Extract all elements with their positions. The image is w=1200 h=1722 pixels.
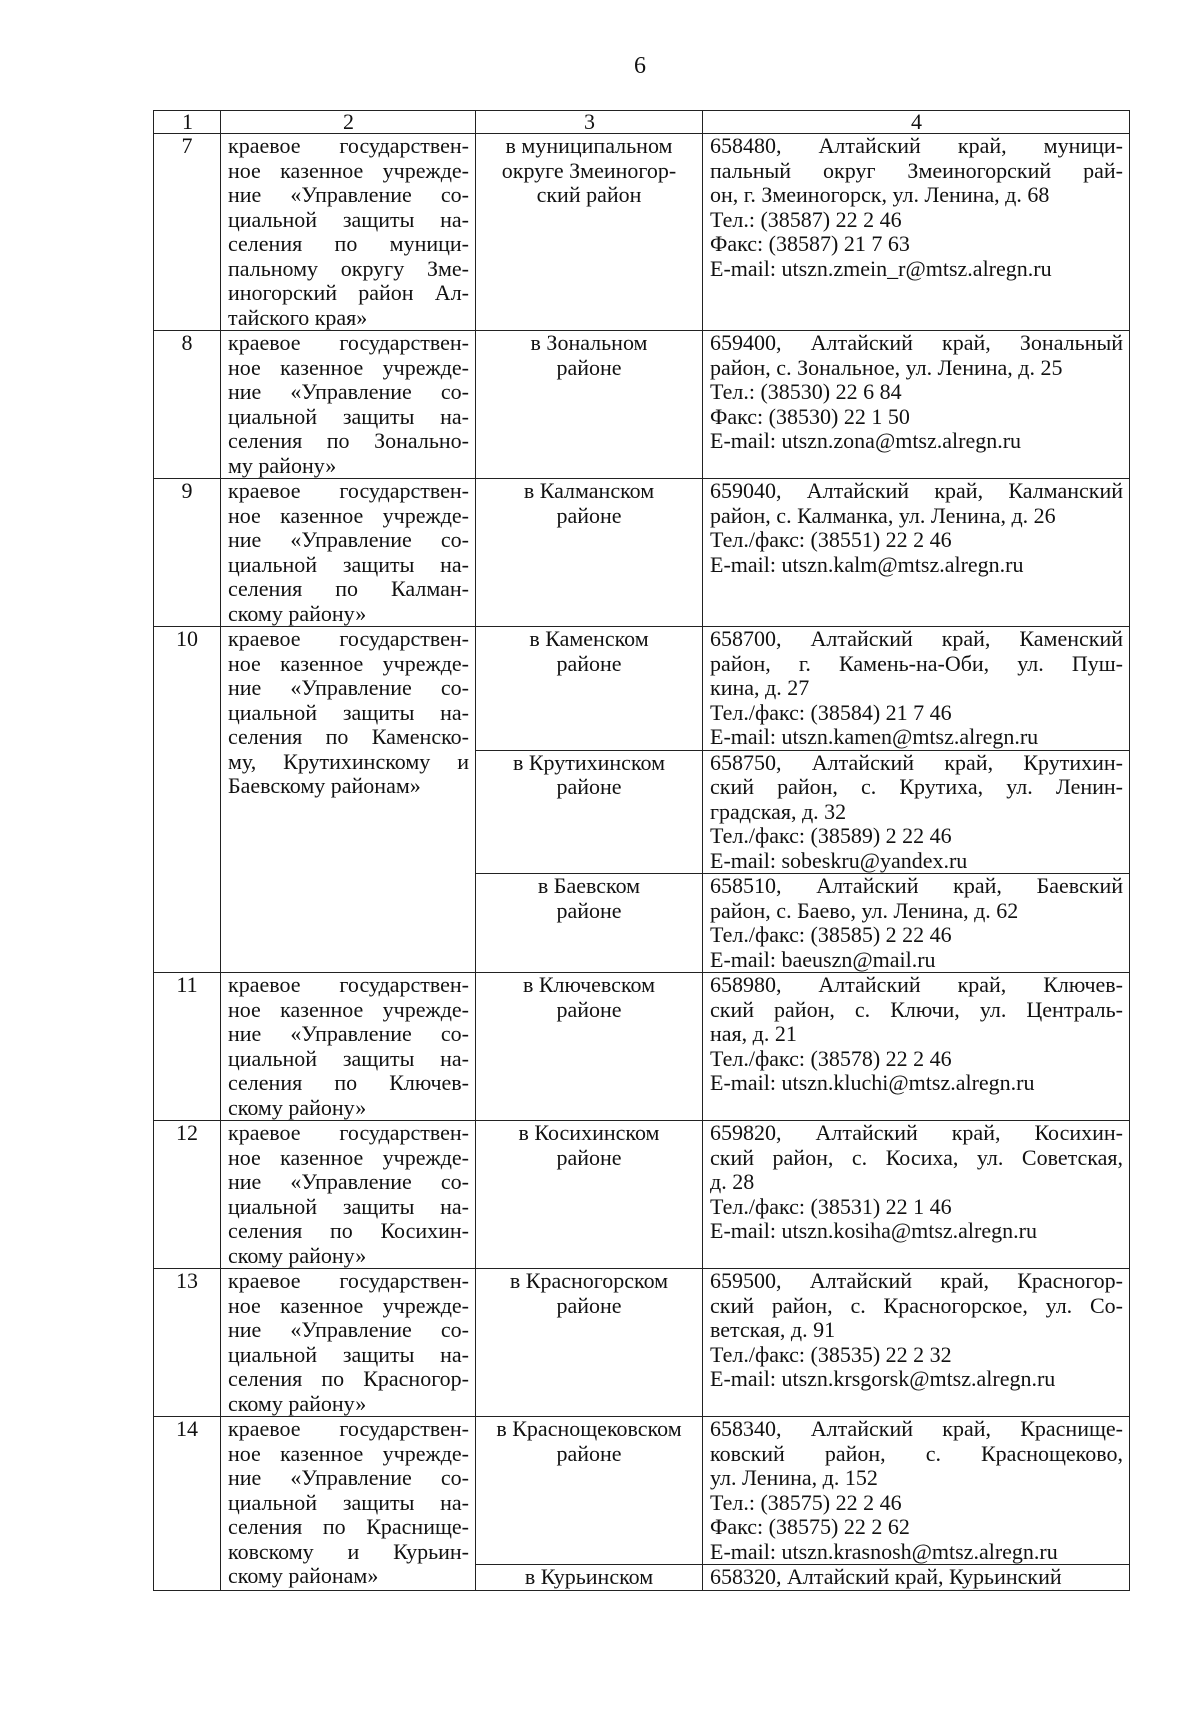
cell-text-line: ский район, с. Косиха, ул. Советская, <box>710 1144 1123 1170</box>
cell-text-line: 658510, Алтайский край, Баевский <box>710 873 1123 898</box>
district-name <box>476 750 703 874</box>
address-contacts <box>703 1565 1130 1591</box>
district-name <box>476 1121 703 1269</box>
cell-text-line: ние «Управление со- <box>228 527 469 552</box>
cell-text-line: район, г. Камень-на-Оби, ул. Пуш- <box>710 650 1123 676</box>
table-row <box>154 479 1130 627</box>
cell-text-line: краевое государствен- <box>228 1416 469 1441</box>
cell-text-line: ние «Управление со- <box>228 1465 469 1490</box>
cell-text-line: циальной защиты на- <box>228 1341 469 1367</box>
cell-text-line: E-mail: sobeskru@yandex.ru <box>710 847 968 873</box>
row-number: 13 <box>154 1269 221 1417</box>
cell-text-line: Тел./факс: (38585) 2 22 46 <box>710 922 952 947</box>
cell-text-line: он, г. Змеиногорск, ул. Ленина, д. 68 <box>710 182 1050 207</box>
page-number: 6 <box>634 53 646 79</box>
cell-text-line: селения по муници- <box>228 231 469 256</box>
district-name <box>476 874 703 973</box>
cell-text-line: 659400, Алтайский край, Зональный <box>710 330 1123 355</box>
cell-text-line: Тел./факс: (38584) 21 7 46 <box>710 699 952 725</box>
cell-text-line: районе <box>556 502 622 528</box>
cell-text-line: селения по Калман- <box>228 576 469 601</box>
address-contacts <box>703 1417 1130 1565</box>
address-contacts <box>703 627 1130 751</box>
organization-name <box>221 1269 476 1417</box>
cell-text-line: районе <box>556 774 622 799</box>
organization-name <box>221 134 476 331</box>
cell-text-line: Тел./факс: (38578) 22 2 46 <box>710 1045 952 1071</box>
cell-text-line: район, с. Баево, ул. Ленина, д. 62 <box>710 897 1019 923</box>
cell-text-line: ние «Управление со- <box>228 182 469 207</box>
cell-text-line: в Каменском <box>529 626 649 651</box>
organization-name <box>221 1417 476 1591</box>
cell-text-line: Факс: (38530) 22 1 50 <box>710 403 910 429</box>
cell-text-line: E-mail: utszn.kluchi@mtsz.alregn.ru <box>710 1070 1035 1095</box>
cell-text-line: пальный округ Змеиногорский рай- <box>710 157 1123 183</box>
address-contacts <box>703 1269 1130 1417</box>
organization-name <box>221 331 476 479</box>
row-number: 7 <box>154 134 221 331</box>
row-number: 9 <box>154 479 221 627</box>
table-header-row <box>154 111 1130 134</box>
cell-text-line: 658480, Алтайский край, муници- <box>710 133 1123 158</box>
cell-text-line: скому районам» <box>228 1563 379 1588</box>
cell-text-line: циальной защиты на- <box>228 1489 469 1515</box>
cell-text-line: селения по Зонально- <box>228 428 469 453</box>
row-number: 10 <box>154 627 221 973</box>
cell-text-line: в Крутихинском <box>512 749 666 775</box>
row-number: 11 <box>154 973 221 1121</box>
cell-text-line: ский район, с. Красногорское, ул. Со- <box>710 1292 1123 1318</box>
cell-text-line: 658700, Алтайский край, Каменский <box>710 626 1123 651</box>
cell-text-line: градская, д. 32 <box>710 798 847 824</box>
cell-text-line: 658320, Алтайский край, Курьинский <box>710 1564 1062 1589</box>
organization-name <box>221 479 476 627</box>
cell-text-line: циальной защиты на- <box>228 1045 469 1071</box>
cell-text-line: ное казенное учрежде- <box>228 1440 469 1466</box>
cell-text-line: ветская, д. 91 <box>710 1317 836 1342</box>
cell-text-line: в муниципальном <box>505 133 673 158</box>
cell-text-line: Тел.: (38587) 22 2 46 <box>710 206 902 232</box>
cell-text-line: селения по Красногор- <box>228 1366 469 1391</box>
district-name <box>476 134 703 331</box>
cell-text-line: ковскому и Курьин- <box>228 1538 469 1564</box>
address-contacts <box>703 331 1130 479</box>
cell-text-line: Тел.: (38530) 22 6 84 <box>710 379 902 404</box>
cell-text-line: в Курьинском <box>524 1564 654 1589</box>
table-row <box>154 134 1130 331</box>
cell-text-line: скому району» <box>228 1094 367 1120</box>
cell-text-line: ние «Управление со- <box>228 675 469 700</box>
table-row <box>154 1121 1130 1269</box>
cell-text-line: циальной защиты на- <box>228 206 469 232</box>
row-number: 8 <box>154 331 221 479</box>
cell-text-line: Тел./факс: (38589) 2 22 46 <box>710 823 952 848</box>
cell-text-line: ский район <box>536 182 642 207</box>
cell-text-line: скому району» <box>228 1242 367 1268</box>
cell-text-line: кина, д. 27 <box>710 675 810 700</box>
column-header: 4 <box>703 111 1130 134</box>
cell-text-line: циальной защиты на- <box>228 551 469 577</box>
address-contacts <box>703 1121 1130 1269</box>
cell-text-line: ние «Управление со- <box>228 379 469 404</box>
cell-text-line: селения по Косихин- <box>228 1218 469 1243</box>
cell-text-line: район, с. Зональное, ул. Ленина, д. 25 <box>710 354 1063 380</box>
cell-text-line: E-mail: utszn.kamen@mtsz.alregn.ru <box>710 724 1039 749</box>
row-number: 12 <box>154 1121 221 1269</box>
cell-text-line: ное казенное учрежде- <box>228 354 469 380</box>
district-name <box>476 479 703 627</box>
cell-text-line: районе <box>556 1144 622 1170</box>
cell-text-line: E-mail: baeuszn@mail.ru <box>710 946 936 972</box>
cell-text-line: E-mail: utszn.krasnosh@mtsz.alregn.ru <box>710 1538 1058 1564</box>
cell-text-line: циальной защиты на- <box>228 403 469 429</box>
cell-text-line: краевое государствен- <box>228 478 469 503</box>
cell-text-line: краевое государствен- <box>228 972 469 997</box>
cell-text-line: ние «Управление со- <box>228 1317 469 1342</box>
cell-text-line: 658980, Алтайский край, Ключев- <box>710 972 1123 997</box>
cell-text-line: скому району» <box>228 1390 367 1416</box>
cell-text-line: краевое государствен- <box>228 133 469 158</box>
column-header: 1 <box>154 111 221 134</box>
cell-text-line: пальному округу Зме- <box>228 255 469 281</box>
organization-name <box>221 1121 476 1269</box>
cell-text-line: Факс: (38587) 21 7 63 <box>710 231 910 256</box>
cell-text-line: краевое государствен- <box>228 330 469 355</box>
cell-text-line: районе <box>556 1440 622 1466</box>
table-row <box>154 973 1130 1121</box>
cell-text-line: циальной защиты на- <box>228 1193 469 1219</box>
cell-text-line: му, Крутихинскому и <box>228 748 469 774</box>
cell-text-line: округе Змеиногор- <box>501 157 677 183</box>
organizations-table <box>153 110 1130 1591</box>
district-name <box>476 331 703 479</box>
cell-text-line: 659500, Алтайский край, Красногор- <box>710 1268 1123 1293</box>
cell-text-line: Тел./факс: (38531) 22 1 46 <box>710 1193 952 1219</box>
cell-text-line: Тел./факс: (38551) 22 2 46 <box>710 527 952 552</box>
cell-text-line: E-mail: utszn.zmein_r@mtsz.alregn.ru <box>710 255 1052 281</box>
address-contacts <box>703 134 1130 331</box>
cell-text-line: район, с. Калманка, ул. Ленина, д. 26 <box>710 502 1056 528</box>
cell-text-line: скому району» <box>228 600 367 626</box>
table-row <box>154 627 1130 751</box>
cell-text-line: му району» <box>228 452 337 478</box>
district-name <box>476 627 703 751</box>
cell-text-line: ский район, с. Ключи, ул. Централь- <box>710 996 1123 1022</box>
cell-text-line: ние «Управление со- <box>228 1169 469 1194</box>
cell-text-line: ное казенное учрежде- <box>228 502 469 528</box>
cell-text-line: районе <box>556 996 622 1022</box>
cell-text-line: в Калманском <box>523 478 655 503</box>
cell-text-line: 658340, Алтайский край, Краснище- <box>710 1416 1123 1441</box>
cell-text-line: в Красногорском <box>509 1268 669 1293</box>
cell-text-line: ский район, с. Крутиха, ул. Ленин- <box>710 774 1123 799</box>
cell-text-line: ное казенное учрежде- <box>228 996 469 1022</box>
cell-text-line: в Зональном <box>530 330 648 355</box>
cell-text-line: E-mail: utszn.krsgorsk@mtsz.alregn.ru <box>710 1366 1056 1391</box>
district-name <box>476 1565 703 1591</box>
cell-text-line: циальной защиты на- <box>228 699 469 725</box>
cell-text-line: ная, д. 21 <box>710 1021 797 1046</box>
cell-text-line: ное казенное учрежде- <box>228 1292 469 1318</box>
cell-text-line: E-mail: utszn.kosiha@mtsz.alregn.ru <box>710 1218 1037 1243</box>
cell-text-line: ное казенное учрежде- <box>228 1144 469 1170</box>
cell-text-line: ул. Ленина, д. 152 <box>710 1465 878 1490</box>
organization-name <box>221 627 476 973</box>
cell-text-line: Тел./факс: (38535) 22 2 32 <box>710 1341 952 1367</box>
row-number: 14 <box>154 1417 221 1591</box>
cell-text-line: E-mail: utszn.kalm@mtsz.alregn.ru <box>710 551 1024 577</box>
cell-text-line: в Косихинском <box>518 1120 660 1145</box>
cell-text-line: 659040, Алтайский край, Калманский <box>710 478 1123 503</box>
table-row <box>154 331 1130 479</box>
organization-name <box>221 973 476 1121</box>
cell-text-line: 658750, Алтайский край, Крутихин- <box>710 749 1123 775</box>
column-header: 3 <box>476 111 703 134</box>
cell-text-line: в Баевском <box>537 873 641 898</box>
cell-text-line: краевое государствен- <box>228 1268 469 1293</box>
cell-text-line: ное казенное учрежде- <box>228 650 469 676</box>
cell-text-line: районе <box>556 650 622 676</box>
cell-text-line: Факс: (38575) 22 2 62 <box>710 1514 910 1539</box>
address-contacts <box>703 479 1130 627</box>
cell-text-line: селения по Краснище- <box>228 1514 469 1539</box>
district-name <box>476 1417 703 1565</box>
cell-text-line: иногорский район Ал- <box>228 280 469 305</box>
cell-text-line: Баевскому районам» <box>228 773 421 798</box>
cell-text-line: районе <box>556 354 622 380</box>
address-contacts <box>703 973 1130 1121</box>
cell-text-line: в Краснощековском <box>496 1416 682 1441</box>
cell-text-line: ковский район, с. Краснощеково, <box>710 1440 1123 1466</box>
cell-text-line: селения по Ключев- <box>228 1070 469 1095</box>
cell-text-line: E-mail: utszn.zona@mtsz.alregn.ru <box>710 428 1022 453</box>
table-row <box>154 1269 1130 1417</box>
table-row <box>154 1417 1130 1565</box>
cell-text-line: д. 28 <box>710 1169 755 1194</box>
address-contacts <box>703 750 1130 874</box>
cell-text-line: в Ключевском <box>522 972 656 997</box>
cell-text-line: ние «Управление со- <box>228 1021 469 1046</box>
cell-text-line: районе <box>556 897 622 923</box>
cell-text-line: селения по Каменско- <box>228 724 469 749</box>
district-name <box>476 973 703 1121</box>
cell-text-line: районе <box>556 1292 622 1318</box>
column-header: 2 <box>221 111 476 134</box>
cell-text-line: тайского края» <box>228 304 368 330</box>
cell-text-line: Тел.: (38575) 22 2 46 <box>710 1489 902 1515</box>
district-name <box>476 1269 703 1417</box>
cell-text-line: 659820, Алтайский край, Косихин- <box>710 1120 1123 1145</box>
address-contacts <box>703 874 1130 973</box>
cell-text-line: ное казенное учрежде- <box>228 157 469 183</box>
cell-text-line: краевое государствен- <box>228 1120 469 1145</box>
cell-text-line: краевое государствен- <box>228 626 469 651</box>
